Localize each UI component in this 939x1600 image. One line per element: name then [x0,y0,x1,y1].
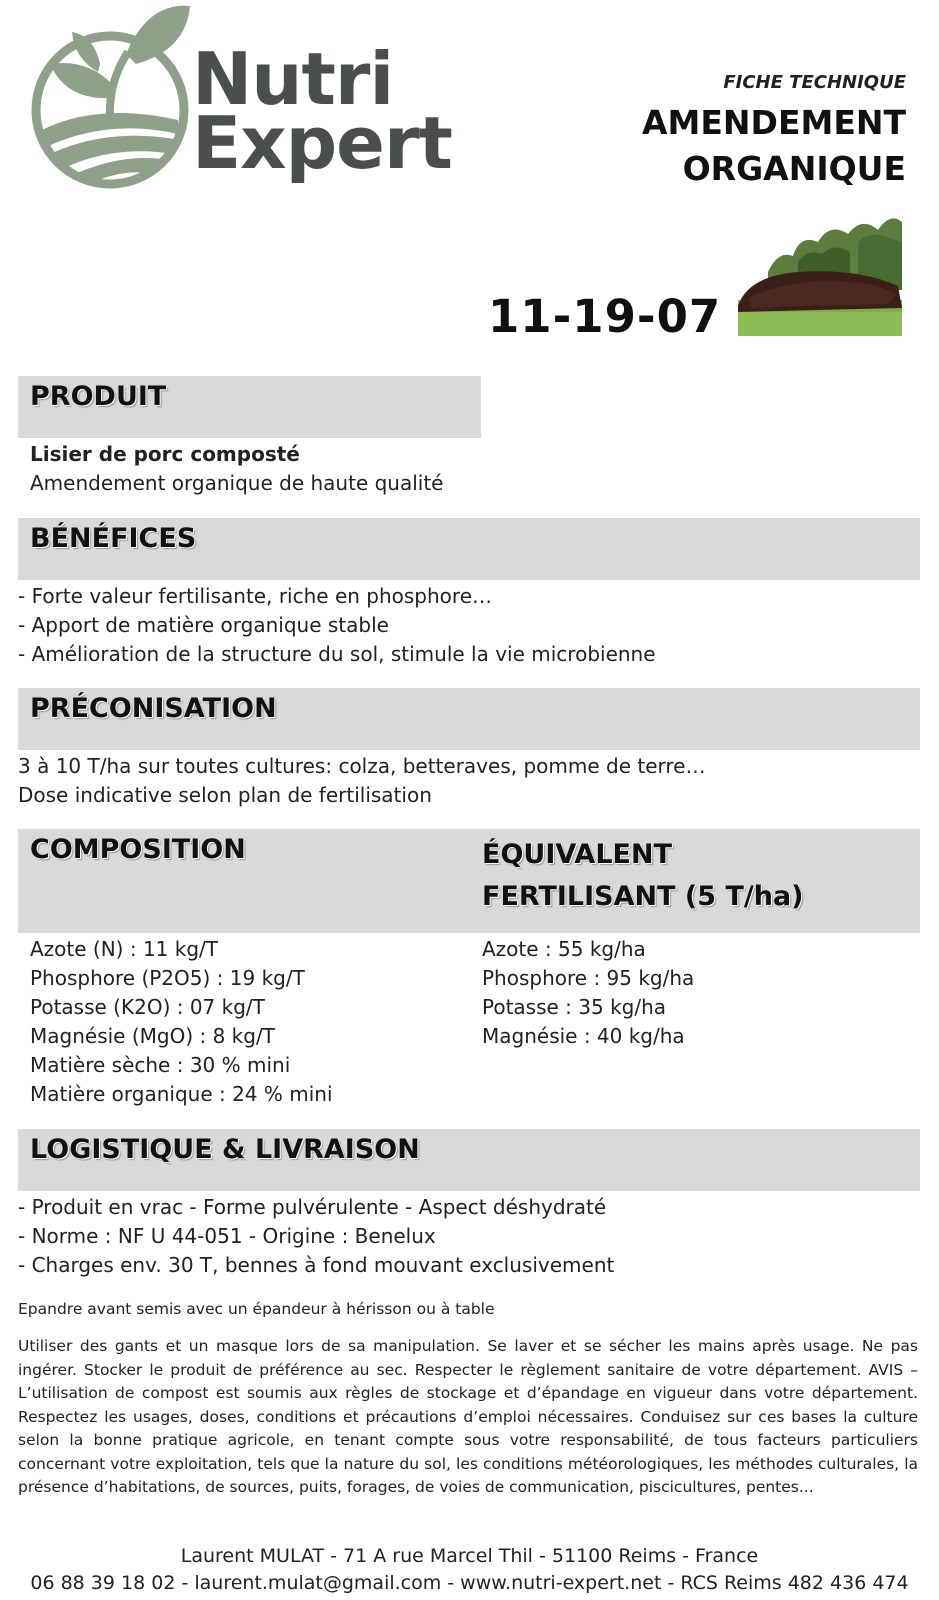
product-name: Lisier de porc composté [30,442,300,466]
dose-line: 3 à 10 T/ha sur toutes cultures: colza, betteraves, pomme de terre… [18,754,706,778]
list-item: - Charges env. 30 T, bennes à fond mouvant exclusivement [18,1253,615,1277]
list-item: Phosphore : 95 kg/ha [482,966,695,990]
logistique-title: LOGISTIQUE & LIVRAISON [30,1134,420,1165]
brand-line-1: Nutri [192,37,394,121]
list-item: Magnésie : 40 kg/ha [482,1024,685,1048]
brand-line-2: Expert [192,101,452,185]
sprout-field-icon [28,2,203,192]
equivalent-title-line-2: FERTILISANT (5 T/ha) [482,881,804,912]
dose-line: Dose indicative selon plan de fertilisation [18,783,432,807]
preconisation-text [18,752,705,810]
equivalent-title-line-1: ÉQUIVALENT [482,839,672,870]
preconisation-title: PRÉCONISATION [30,693,277,724]
equivalent-list [482,935,694,1051]
nutri-expert-logo [28,2,468,192]
logistique-list [18,1193,614,1280]
npk-formula: 11-19-07 [488,290,722,343]
list-item: Potasse (K2O) : 07 kg/T [30,995,265,1019]
list-item: - Produit en vrac - Forme pulvérulente - Aspect déshydraté [18,1195,607,1219]
benefices-title: BÉNÉFICES [30,523,197,554]
list-item: Azote (N) : 11 kg/T [30,937,218,961]
title-line-1: AMENDEMENT [642,103,906,142]
list-item: - Norme : NF U 44-051 - Origine : Benelux [18,1224,436,1248]
list-item: Magnésie (MgO) : 8 kg/T [30,1024,275,1048]
footer-contact: 06 88 39 18 02 - laurent.mulat@gmail.com - www.nutri-expert.net - RCS Reims 482 436 474 [30,1572,909,1594]
product-description: Amendement organique de haute qualité [30,471,444,495]
title-line-2: ORGANIQUE [682,149,906,188]
list-item: - Amélioration de la structure du sol, stimule la vie microbienne [18,642,656,666]
application-note: Epandre avant semis avec un épandeur à hérisson ou à table [18,1300,495,1318]
list-item: Matière organique : 24 % mini [30,1082,333,1106]
compost-pile-photo [738,212,902,336]
document-type-label: FICHE TECHNIQUE [723,72,906,93]
list-item: Matière sèche : 30 % mini [30,1053,291,1077]
produit-title: PRODUIT [30,381,167,412]
composition-title: COMPOSITION [30,834,246,865]
list-item: - Forte valeur fertilisante, riche en phosphore… [18,584,493,608]
benefices-list [18,582,656,669]
footer-address: Laurent MULAT - 71 A rue Marcel Thil - 51100 Reims - France [180,1545,759,1567]
list-item: Potasse : 35 kg/ha [482,995,667,1019]
list-item: - Apport de matière organique stable [18,613,389,637]
composition-list [30,935,333,1109]
equivalent-title [482,834,804,918]
document-title [642,100,906,192]
list-item: Phosphore (P2O5) : 19 kg/T [30,966,305,990]
list-item: Azote : 55 kg/ha [482,937,646,961]
safety-notice: Utiliser des gants et un masque lors de sa manipulation. Se laver et se sécher les mains après usage. Ne pas ingérer. Stocker le produit de préférence au sec. Respecter le règlement sanitaire de votre département. AVIS – L’utilisation de compost est soumis aux règles de stockage et d’épandage en vigueur dans votre département. Respectez les usages, doses, conditions et précautions d’emploi nécessaires. Conduisez sur ces bases la culture selon la bonne pratique agricole, en tenant compte sous votre responsabilité, de tous facteurs particuliers concernant votre exploitation, tels que la nature du sol, les conditions météorologiques, les méthodes culturales, la présence d’habitations, de sources, puits, forages, de voies de communication, piscicultures, pentes... [18,1337,918,1496]
